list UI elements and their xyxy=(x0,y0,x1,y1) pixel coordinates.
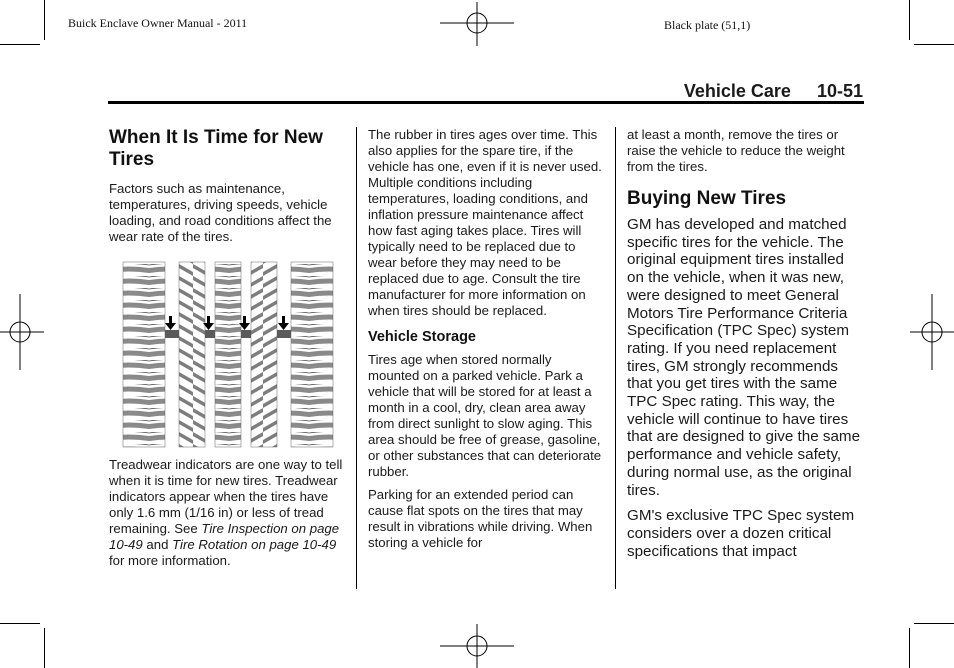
registration-mark-icon xyxy=(0,294,44,370)
paragraph: Factors such as maintenance, temperatures, driving speeds, vehicle loading, and road conditions affect the wear rate of the tires. xyxy=(109,181,332,244)
crop-mark xyxy=(909,628,910,668)
column-1-lower xyxy=(109,457,349,569)
paragraph: Parking for an extended period can cause flat spots on the tires that may result in vibrations while driving. When storing a vehicle for xyxy=(368,487,593,550)
cross-reference-link[interactable]: Tire Inspection on page 10-49 xyxy=(109,521,340,552)
column-2 xyxy=(368,127,604,551)
registration-mark-icon xyxy=(440,2,516,46)
crop-mark xyxy=(44,628,45,668)
column-divider xyxy=(615,127,616,589)
section-heading: When It Is Time for New Tires xyxy=(109,127,323,170)
paragraph-text: Treadwear indicators are one way to tell when it is time for new tires. Treadwear indicators appear when the tires have only 1.6 mm (1/16 in) or less of tread remaining. See xyxy=(109,457,343,536)
page-number: 10-51 xyxy=(816,81,863,101)
paragraph: Tires age when stored normally mounted on a parked vehicle. Park a vehicle that will be stored for at least a month in a cool, dry, clean area away from direct sunlight to slow aging. This area should be free of grease, gasoline, or other substances that can deteriorate rubber. xyxy=(368,352,602,479)
registration-mark-icon xyxy=(440,624,516,668)
registration-mark-icon xyxy=(910,294,954,370)
sub-heading: Vehicle Storage xyxy=(368,329,476,345)
paragraph: GM has developed and matched specific tires for the vehicle. The original equipment tires installed on the vehicle, when it was new, were designed to meet General Motors Tire Performance Criteria Specification (TPC Spec) system rating. If you need replacement tires, GM strongly recommends that you get tires with the same TPC Spec rating. This way, the vehicle will continue to have tires that are designed to give the same performance and vehicle safety, during normal use, as the original tires. xyxy=(627,216,861,499)
column-divider xyxy=(356,127,357,589)
paragraph: The rubber in tires ages over time. This also applies for the spare tire, if the vehicle has one, even if it is never used. Multiple conditions including temperatures, loading conditions, and inflation pressure maintenance affect how fast aging takes place. Tires will typically need to be replaced due to wear before they may need to be replaced due to age. Consult the tire manufacturer for more information on when tires should be replaced. xyxy=(368,127,602,318)
running-head xyxy=(684,81,863,102)
section-title: Vehicle Care xyxy=(683,81,791,101)
paragraph-text: for more information. xyxy=(109,553,231,568)
paragraph: at least a month, remove the tires or raise the vehicle to reduce the weight from the tires. xyxy=(627,127,845,174)
tread-wear-indicator-figure xyxy=(109,252,347,452)
crop-mark xyxy=(0,44,40,45)
section-heading: Buying New Tires xyxy=(627,188,787,209)
crop-mark xyxy=(44,0,45,40)
manual-title: Buick Enclave Owner Manual - 2011 xyxy=(68,16,248,30)
crop-mark xyxy=(909,0,910,40)
column-1 xyxy=(109,127,347,245)
column-3 xyxy=(627,127,865,560)
crop-mark xyxy=(914,44,954,45)
cross-reference-link[interactable]: Tire Rotation on page 10-49 xyxy=(172,537,337,552)
crop-mark xyxy=(0,623,40,624)
paragraph-text: and xyxy=(142,537,173,552)
paragraph xyxy=(109,457,349,569)
crop-mark xyxy=(914,623,954,624)
plate-info: Black plate (51,1) xyxy=(664,18,751,32)
paragraph: GM's exclusive TPC Spec system considers over a dozen critical specifications that impact xyxy=(627,507,855,560)
header-rule xyxy=(108,101,864,104)
